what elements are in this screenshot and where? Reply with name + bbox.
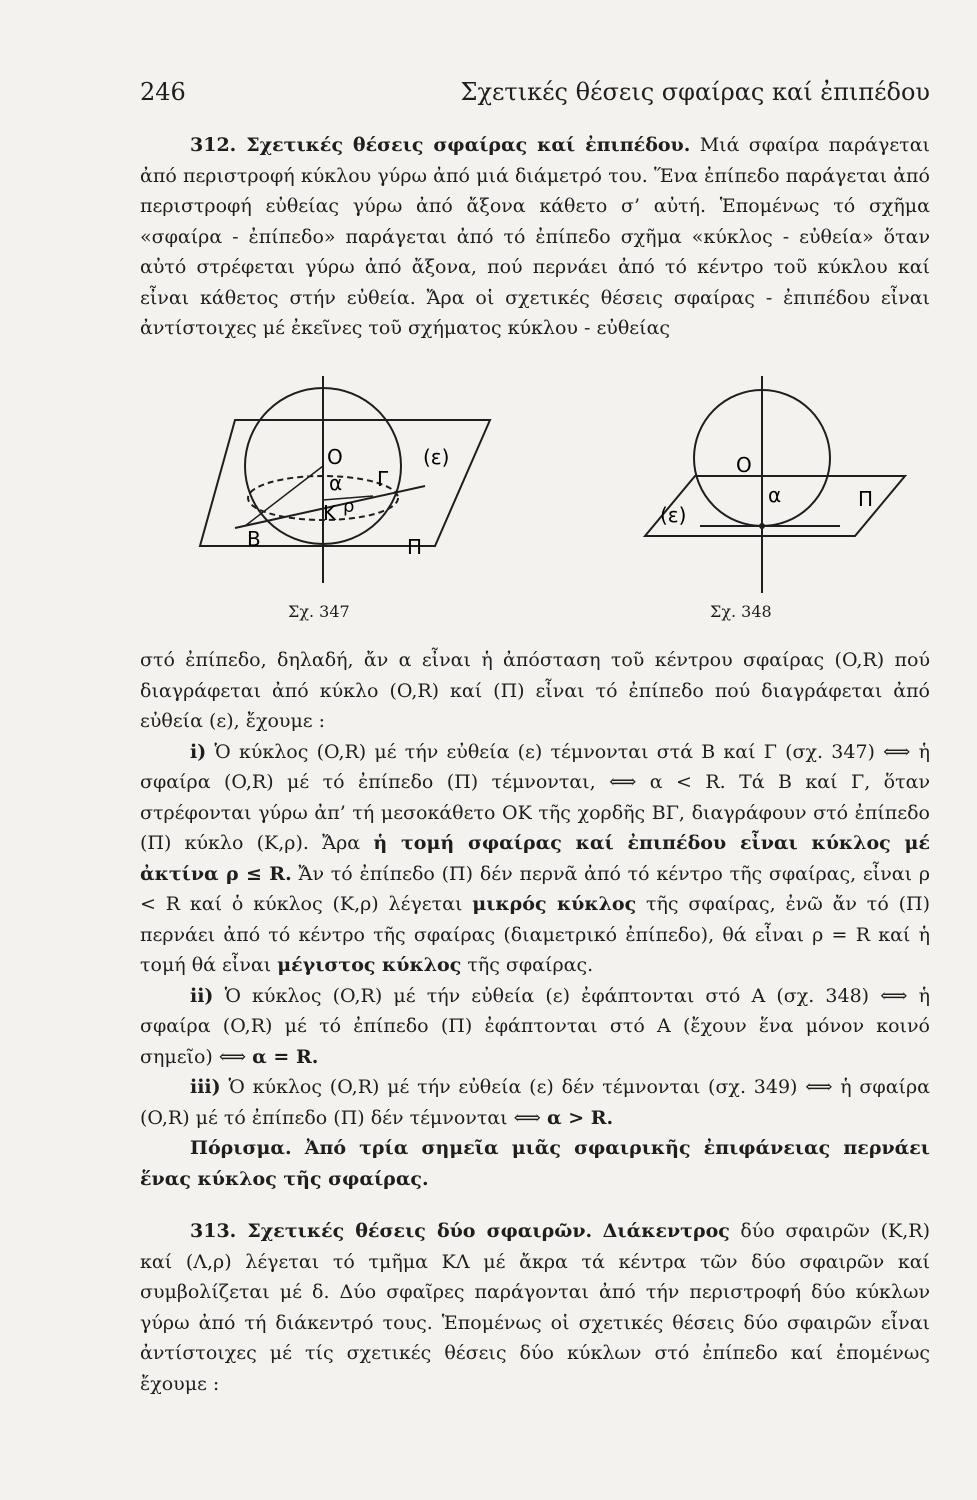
figure-347 [195, 368, 500, 598]
label-pi-348: Π [858, 487, 874, 511]
label-alpha-348: α [768, 483, 782, 507]
caption-347: Σχ. 347 [288, 602, 350, 621]
term-diakentros: Διάκεντρος [602, 1220, 730, 1242]
section-312-intro-text: Μιά σφαίρα παράγεται ἀπό περιστροφή κύκλου γύρω ἀπό μιά διάμετρό του. Ἕνα ἐπίπεδο παράγεται ἀπό περιστροφή εὐθείας γύρω ἀπό ἄξονα κάθετο σ’ αὐτή. Ἑπομένως τό σχῆμα «σφαίρα - ἐπίπεδο» παράγεται ἀπό τό ἐπίπεδο σχῆμα «κύκλος - εὐθεία» ὅταν αὐτό στρέφεται γύρω ἀπό ἄξονα, πού περνάει ἀπό τό κέντρο τοῦ κύκλου καί εἶναι κάθετος στήν εὐθεία. Ἄρα οἱ σχετικές θέσεις σφαίρας - ἐπιπέδου εἶναι ἀντίστοιχες μέ ἐκεῖνες τοῦ σχήματος κύκλου - εὐθείας [140, 134, 930, 339]
case-ii: ii) Ὁ κύκλος (O,R) μέ τήν εὐθεία (ε) ἐφάπτονται στό A (σχ. 348) ⟺ ἡ σφαίρα (O,R) μέ τό ἐπίπεδο (Π) ἐφάπτονται στό A (ἔχουν ἕνα μόνον κοινό σημεῖο) ⟺ α = R. [140, 984, 930, 1068]
case-iii: iii) Ὁ κύκλος (O,R) μέ τήν εὐθεία (ε) δέν τέμνονται (σχ. 349) ⟺ ἡ σφαίρα (O,R) μέ τό ἐπίπεδο (Π) δέν τέμνονται ⟺ α > R. [140, 1076, 930, 1129]
label-pi-347: Π [407, 535, 423, 559]
label-epsilon-347: (ε) [423, 445, 450, 469]
label-B-347: B [247, 527, 261, 551]
intersection-statement: ἡ τομή σφαίρας καί ἐπιπέδου εἶναι κύκλος μέ ἀκτίνα ρ ≤ R. [140, 832, 930, 885]
section-312-intro [140, 130, 930, 344]
section-313 [140, 1216, 930, 1399]
continuation-text: στό ἐπίπεδο, δηλαδή, ἄν α εἶναι ἡ ἀπόσταση τοῦ κέντρου σφαίρας (O,R) πού διαγράφεται ἀπό κύκλο (O,R) καί (Π) εἶναι τό ἐπίπεδο πού διαγράφεται ἀπό εὐθεία (ε), ἔχουμε : [140, 649, 930, 732]
section-312-title: 312. Σχετικές θέσεις σφαίρας καί ἐπιπέδου. [190, 134, 691, 156]
label-O-347: O [327, 445, 343, 469]
section-313-text: δύο σφαιρῶν (K,R) καί (Λ,ρ) λέγεται τό τμῆμα KΛ μέ ἄκρα τά κέντρα τῶν δύο σφαιρῶν καί συμβολίζεται μέ δ. Δύο σφαῖρες παράγονται ἀπό τήν περιστροφή δύο κύκλων γύρω ἀπό τή διάκεντρό τους. Ἑπομένως οἱ σχετικές θέσεις δύο σφαιρῶν εἶναι ἀντίστοιχες μέ τίς σχετικές θέσεις δύο κύκλων στό ἐπίπεδο καί ἑπομένως ἔχουμε : [140, 1220, 931, 1395]
section-313-title: 313. Σχετικές θέσεις δύο σφαιρῶν. [190, 1220, 593, 1242]
case-i: i) Ὁ κύκλος (O,R) μέ τήν εὐθεία (ε) τέμνονται στά B καί Γ (σχ. 347) ⟺ ἡ σφαίρα (O,R) μέ τό ἐπίπεδο (Π) τέμνονται, ⟺ α < R. Τά B καί Γ, ὅταν στρέφονται γύρω ἀπ’ τή μεσοκάθετο OK τῆς χορδῆς BΓ, διαγράφουν στό ἐπίπεδο (Π) κύκλο (K,ρ). Ἄρα ἡ τομή σφαίρας καί ἐπιπέδου εἶναι κύκλος μέ ἀκτίνα ρ ≤ R. Ἄν τό ἐπίπεδο (Π) δέν περνᾶ ἀπό τό κέντρο τῆς σφαίρας, εἶναι ρ < R καί ὁ κύκλος (K,ρ) λέγεται μικρός κύκλος τῆς σφαίρας, ἐνῶ ἄν τό (Π) περνάει ἀπό τό κέντρο τῆς σφαίρας (διαμετρικό ἐπίπεδο), θά εἶναι ρ = R καί ἡ τομή θά εἶναι μέγιστος κύκλος τῆς σφαίρας. [140, 740, 931, 976]
great-circle-term: μέγιστος κύκλος [277, 954, 462, 976]
caption-348: Σχ. 348 [710, 602, 772, 621]
figure-348 [640, 368, 910, 598]
page-header [140, 78, 930, 106]
label-alpha-347: α [329, 471, 343, 495]
page-number: 246 [140, 78, 186, 106]
label-epsilon-348: (ε) [660, 503, 687, 527]
label-O-348: O [736, 453, 752, 477]
label-gamma-347: Γ [377, 467, 389, 491]
small-circle-term: μικρός κύκλος [472, 893, 637, 915]
label-rho-347: ρ [343, 496, 355, 517]
running-title: Σχετικές θέσεις σφαίρας καί ἐπιπέδου [460, 78, 930, 106]
label-K-347: K [323, 501, 337, 525]
section-312-cases [140, 645, 930, 1194]
corollary: Πόρισμα. Ἀπό τρία σημεῖα μιᾶς σφαιρικῆς ἐπιφάνειας περνάει ἕνας κύκλος τῆς σφαίρας. [140, 1137, 930, 1190]
point-A-348 [759, 523, 765, 529]
